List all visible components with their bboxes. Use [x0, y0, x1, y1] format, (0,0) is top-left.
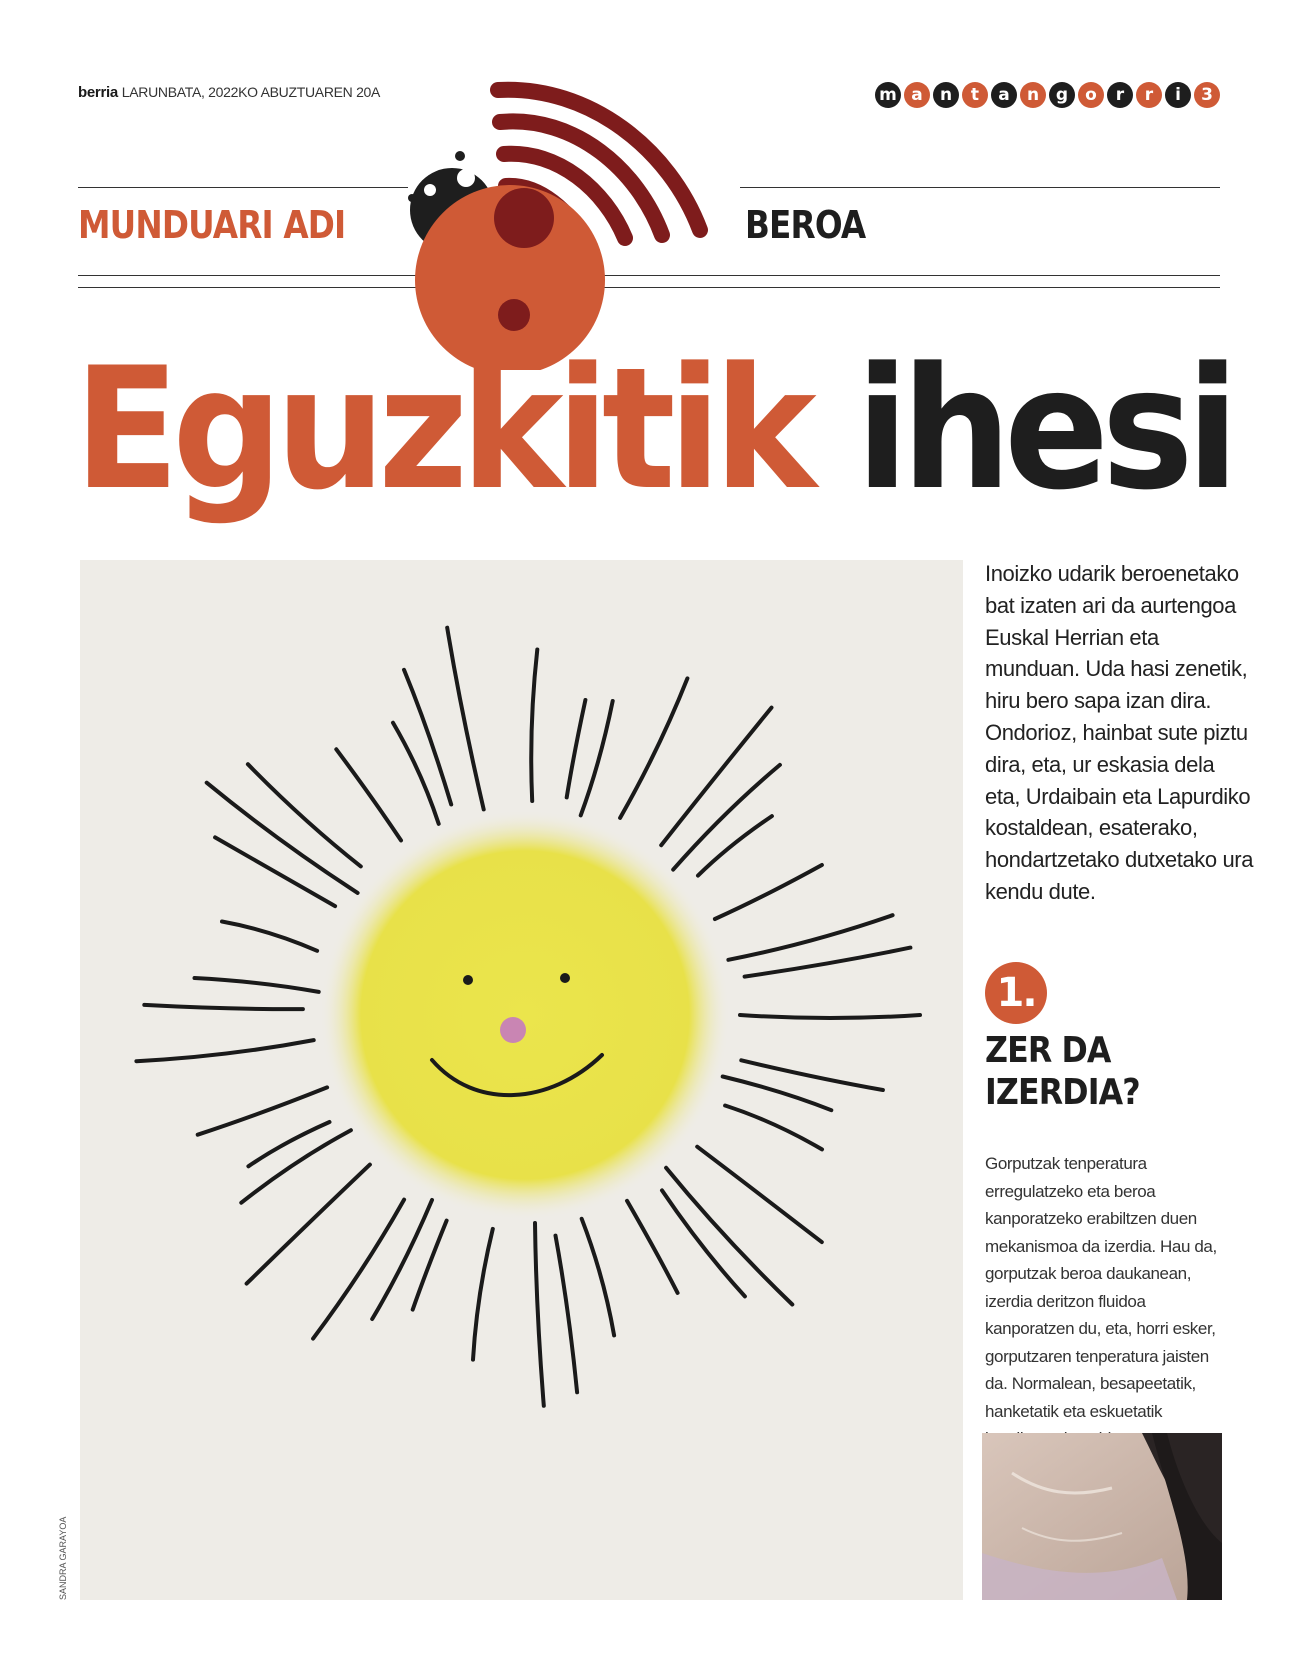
sun-ray: [531, 650, 537, 802]
brand-letter-dot: r: [1107, 82, 1133, 108]
sun-ray: [698, 816, 772, 876]
sun-ray: [473, 1229, 493, 1360]
sun-ray: [372, 1200, 432, 1319]
illustration-credit: SANDRA GARAYOA: [58, 1516, 68, 1600]
sun-illustration: [80, 560, 963, 1600]
supplement-brand: [875, 82, 1220, 108]
sun-ray: [241, 1130, 351, 1203]
question-title: [985, 1030, 1231, 1114]
sun-ray: [336, 749, 401, 840]
sun-ray: [740, 1015, 920, 1018]
brand-letter-dot: i: [1165, 82, 1191, 108]
sun-ray: [725, 1106, 822, 1150]
top-rule-right: [740, 187, 1220, 188]
sun-ray: [567, 700, 586, 797]
sun-ray: [136, 1040, 313, 1061]
question-body: Gorputzak tenperatura erregulatzeko eta beroa kanporatzeko erabiltzen duen mekanismoa da izerdia. Hau da, gorputzak beroa daukanean, izerdia deritzon fluidoa kanporatzen du, eta, horri esker, gorputzaren tenperatura jaisten da. Normalean, besapeetatik, hanketatik eta eskuetatik: [985, 1154, 1217, 1421]
brand-letter-dot: 3: [1194, 82, 1220, 108]
sun-ray: [723, 1077, 832, 1111]
brand-letter-dot: n: [1020, 82, 1046, 108]
question-title-line-2: IZERDIA?: [985, 1072, 1140, 1113]
topic-label: BEROA: [745, 203, 866, 247]
smiling-sun-icon: [80, 560, 963, 1600]
sun-ray: [198, 1087, 327, 1134]
sun-ray: [248, 764, 361, 866]
sun-ray: [447, 628, 484, 810]
sun-ray: [728, 915, 892, 960]
headline-word-1: Eguzkitik: [74, 331, 810, 527]
brand-letter-dot: o: [1078, 82, 1104, 108]
sun-ray: [313, 1200, 404, 1339]
sun-ray: [393, 723, 439, 824]
sun-ray: [673, 765, 780, 870]
brand-letter-dot: m: [875, 82, 901, 108]
brand-letter-dot: n: [933, 82, 959, 108]
sun-ray: [535, 1223, 544, 1406]
sun-ray: [144, 1005, 303, 1009]
brand-letter-dot: r: [1136, 82, 1162, 108]
sun-ray: [556, 1236, 578, 1393]
brand-letter-dot: a: [991, 82, 1017, 108]
section-label: MUNDUARI ADI: [78, 203, 346, 247]
sun-ray: [715, 865, 822, 919]
sun-ray: [627, 1201, 678, 1293]
brand-letter-dot: g: [1049, 82, 1075, 108]
question-title-line-1: ZER DA: [985, 1030, 1111, 1071]
sun-ray: [222, 922, 317, 951]
brand-letter-dot: t: [962, 82, 988, 108]
dateline: [78, 84, 380, 101]
neck-photo-image: [982, 1433, 1222, 1600]
lead-paragraph: Inoizko udarik beroenetako bat izaten ari da aurtengoa Euskal Herrian eta munduan. Uda hasi zenetik, hiru bero sapa izan dira. Ondorioz, hainbat sute piztu dira, eta, ur eskasia dela eta, Urdaibain eta Lapurdiko kostaldean, esaterako, hondartzetako dutxetako ura kendu dute.: [985, 561, 1254, 904]
sun-ray: [666, 1168, 792, 1305]
sweaty-neck-photo: [982, 1433, 1222, 1600]
brand-letter-dot: a: [904, 82, 930, 108]
sun-ray: [620, 678, 687, 818]
sun-ray: [404, 670, 451, 805]
headline: [74, 331, 1232, 527]
ladybug-logo-icon: [400, 70, 720, 370]
paper-name: berria: [78, 84, 118, 101]
sun-ray: [582, 1219, 614, 1336]
question-number-badge: 1.: [985, 962, 1047, 1024]
sun-ray: [195, 978, 319, 992]
top-rule-left: [78, 187, 408, 188]
sun-ray: [248, 1122, 329, 1166]
sun-ray: [215, 837, 335, 906]
issue-date: LARUNBATA, 2022KO ABUZTUAREN 20A: [121, 84, 381, 100]
headline-word-2: ihesi: [855, 331, 1232, 527]
sun-ray: [581, 701, 613, 815]
